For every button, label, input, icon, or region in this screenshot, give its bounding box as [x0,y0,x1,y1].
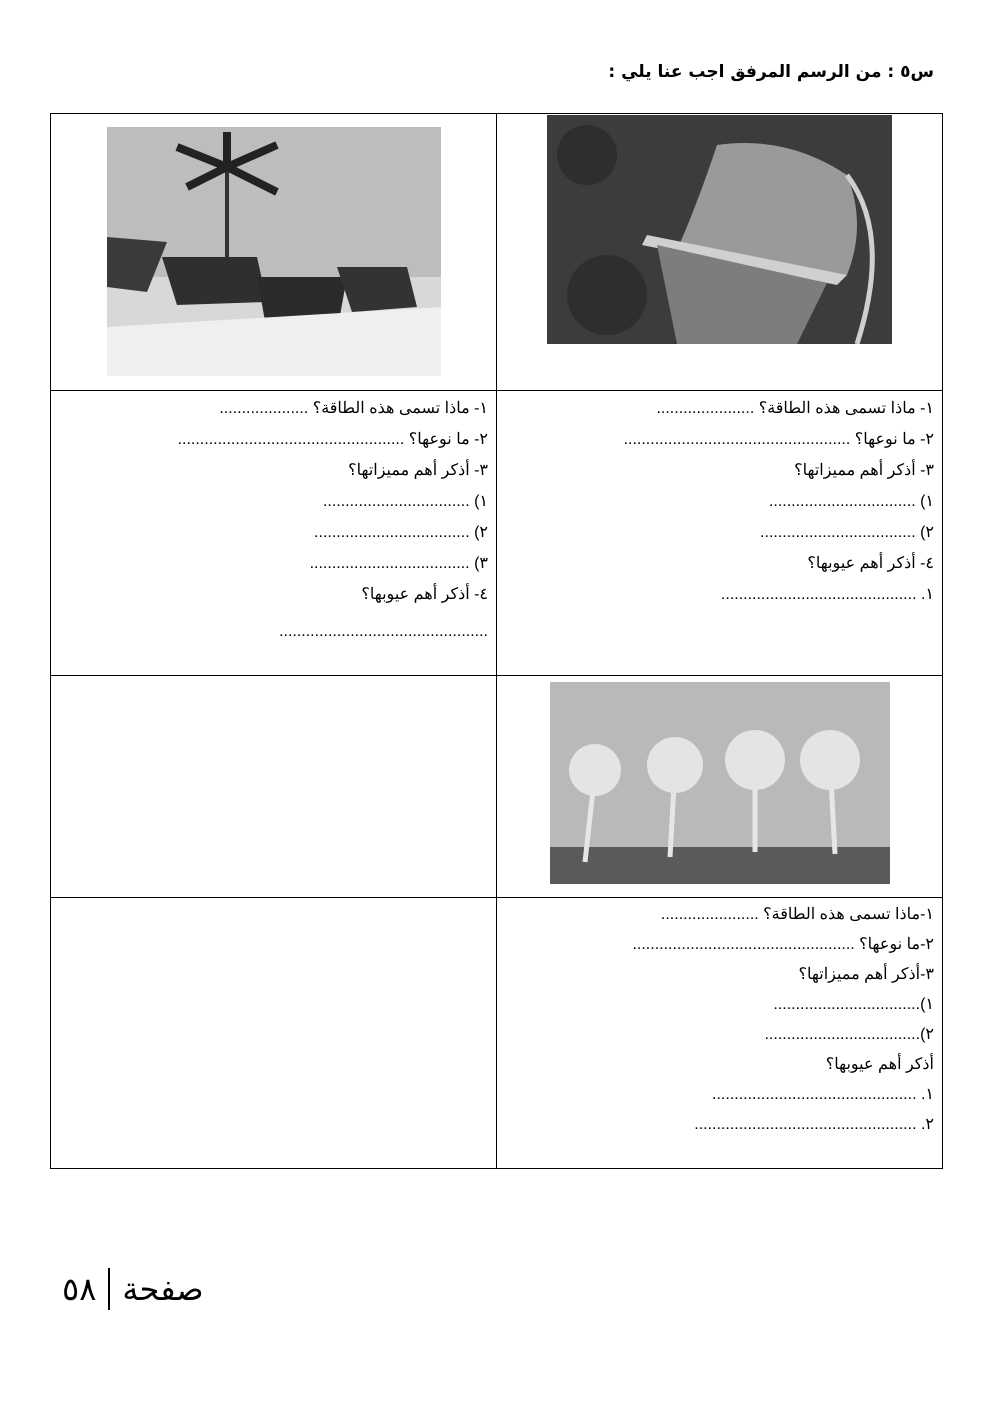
answer-line: ١)................................. [773,996,934,1013]
wind-turbines-photo [550,682,890,884]
question-line: ١- ماذا تسمى هذه الطاقة؟ ...................... [656,400,934,417]
question-title: س٥ : من الرسم المرفق اجب عنا يلي : [608,62,934,82]
answer-line: ٣) .................................... [309,555,488,572]
answer-line: ٢. .................................................. [694,1116,934,1133]
answer-line: ١. .............................................. [712,1086,934,1103]
answer-line: ٢) ................................... [314,524,488,541]
question-line: ٢-ما نوعها؟ .................................................. [632,936,934,953]
dam-reservoir-photo [547,115,892,344]
question-line: ٢- ما نوعها؟ ................................................... [623,431,934,448]
page-footer [62,1268,204,1310]
cell-solar-image [51,114,497,391]
question-line: ١-ماذا تسمى هذه الطاقة؟ ...................... [660,906,934,923]
cell-solar-questions [51,391,497,676]
cell-wind-image [497,676,943,898]
page-separator [108,1268,110,1310]
question-line: ٣-أذكر أهم مميزاتها؟ [798,966,934,983]
answer-line: ............................................... [279,623,488,640]
solar-panels-photo [107,127,441,376]
question-line: ٤- أذكر أهم عيوبها؟ [807,555,934,572]
cell-dam-image [497,114,943,391]
page-number: ٥٨ [62,1270,97,1308]
empty-cell [51,898,497,1169]
question-line: ١- ماذا تسمى هذه الطاقة؟ .................... [219,400,488,417]
wind-question-list [497,898,942,1140]
answer-line: ١) ................................. [322,493,488,510]
question-table [50,113,943,1169]
cell-wind-questions [497,898,943,1169]
answer-line: ٢)................................... [764,1026,934,1043]
empty-cell [51,676,497,898]
page-label: صفحة [122,1270,204,1308]
question-line: أذكر أهم عيوبها؟ [825,1056,934,1073]
answer-line: ١) ................................. [768,493,934,510]
question-line: ٣- أذكر أهم مميزاتها؟ [348,462,488,479]
question-line: ٣- أذكر أهم مميزاتها؟ [794,462,934,479]
question-line: ٢- ما نوعها؟ ................................................... [177,431,488,448]
cell-dam-questions [497,391,943,676]
question-line: ٤- أذكر أهم عيوبها؟ [361,586,488,603]
answer-line: ١. ............................................ [720,586,934,603]
answer-line: ٢) ................................... [760,524,934,541]
dam-question-list [497,391,942,610]
solar-question-list [51,391,496,654]
